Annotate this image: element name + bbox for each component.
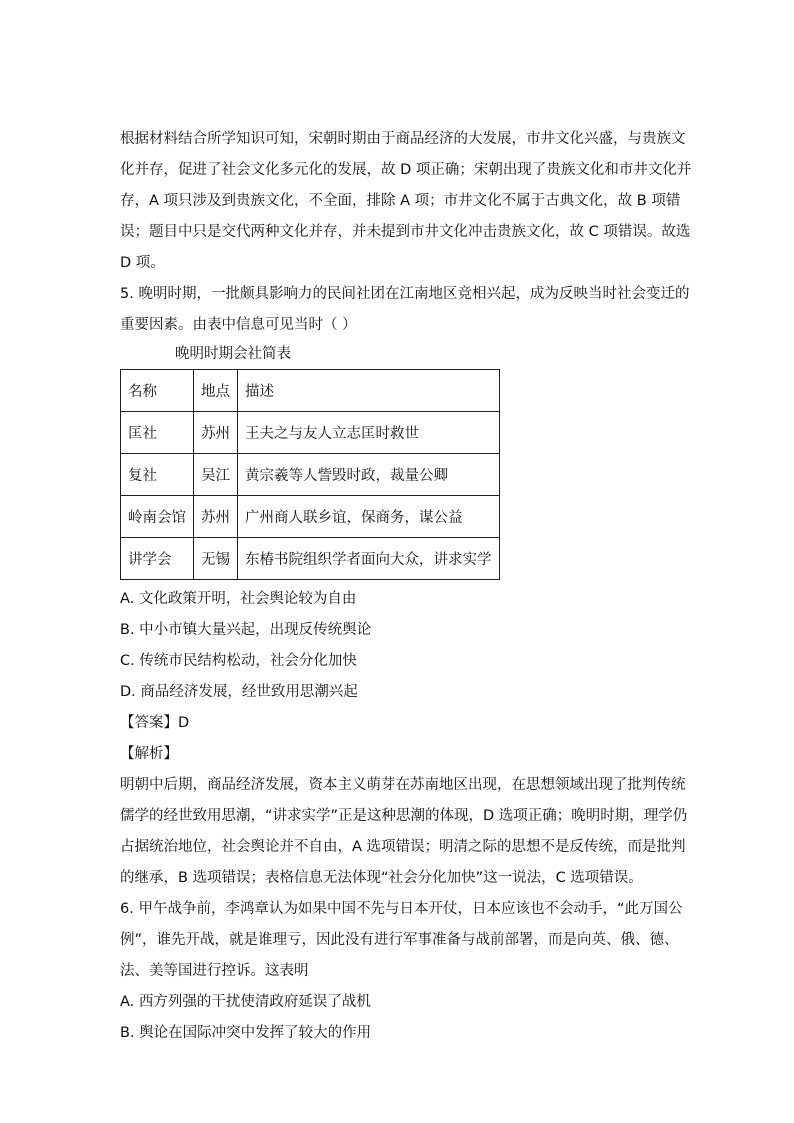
analysis-line: 占据统治地位，社会舆论并不自由，A 选项错误；明清之际的思想不是反传统，而是批判 bbox=[120, 839, 686, 855]
table-cell: 复社 bbox=[121, 454, 194, 496]
text-line: 化并存，促进了社会文化多元化的发展，故 D 项正确；宋朝出现了贵族文化和市井文化并 bbox=[120, 162, 692, 178]
option-b: B. 舆论在国际冲突中发挥了较大的作用 bbox=[120, 1025, 372, 1041]
question-stem-line: 重要因素。由表中信息可见当时（ ） bbox=[120, 317, 357, 333]
table-header-cell: 描述 bbox=[238, 370, 500, 412]
previous-analysis bbox=[120, 124, 692, 279]
option-a: A. 文化政策开明，社会舆论较为自由 bbox=[120, 591, 357, 607]
table-cell: 无锡 bbox=[194, 538, 238, 580]
table-header-cell: 名称 bbox=[121, 370, 194, 412]
question-5 bbox=[120, 279, 690, 894]
societies-table bbox=[120, 369, 500, 580]
answer-line: 【答案】D bbox=[120, 715, 190, 731]
text-line: 根据材料结合所学知识可知，宋朝时期由于商品经济的大发展，市井文化兴盛，与贵族文 bbox=[120, 131, 686, 147]
table-cell: 黄宗羲等人訾毁时政，裁量公卿 bbox=[238, 454, 500, 496]
table-cell: 吴江 bbox=[194, 454, 238, 496]
table-cell: 广州商人联乡谊，保商务，谋公益 bbox=[238, 496, 500, 538]
table-header-row bbox=[121, 370, 500, 412]
table-row bbox=[121, 412, 500, 454]
table-cell: 苏州 bbox=[194, 412, 238, 454]
question-stem-line: 法、美等国进行控诉。这表明 bbox=[120, 963, 309, 979]
text-line: 存，A 项只涉及到贵族文化，不全面，排除 A 项；市井文化不属于古典文化，故 B 项错 bbox=[120, 193, 681, 209]
table-row bbox=[121, 538, 500, 580]
analysis-label: 【解析】 bbox=[120, 746, 178, 762]
option-b: B. 中小市镇大量兴起，出现反传统舆论 bbox=[120, 622, 372, 638]
table-cell: 王夫之与友人立志匡时救世 bbox=[238, 412, 500, 454]
analysis-line: 的继承，B 选项错误；表格信息无法体现“社会分化加快”这一说法，C 选项错误。 bbox=[120, 870, 643, 886]
option-a: A. 西方列强的干扰使清政府延误了战机 bbox=[120, 994, 371, 1010]
table-cell: 讲学会 bbox=[121, 538, 194, 580]
question-6 bbox=[120, 894, 683, 1049]
document-page bbox=[120, 124, 692, 1049]
table-cell: 岭南会馆 bbox=[121, 496, 194, 538]
table-cell: 匡社 bbox=[121, 412, 194, 454]
table-title: 晚明时期会社简表 bbox=[175, 346, 291, 362]
text-line: 误；题目中只是交代两种文化并存，并未提到市井文化冲击贵族文化，故 C 项错误。故选 bbox=[120, 224, 691, 240]
analysis-line: 明朝中后期，商品经济发展，资本主义萌芽在苏南地区出现，在思想领域出现了批判传统 bbox=[120, 777, 686, 793]
table-cell: 东椿书院组织学者面向大众，讲求实学 bbox=[238, 538, 500, 580]
table-header-cell: 地点 bbox=[194, 370, 238, 412]
question-stem-line: 例”，谁先开战，就是谁理亏，因此没有进行军事准备与战前部署，而是向英、俄、德、 bbox=[120, 932, 679, 948]
table-cell: 苏州 bbox=[194, 496, 238, 538]
table-row bbox=[121, 454, 500, 496]
analysis-line: 儒学的经世致用思潮，“讲求实学”正是这种思潮的体现，D 选项正确；晚明时期，理学仍 bbox=[120, 808, 688, 824]
question-stem-line: 5. 晚明时期，一批颇具影响力的民间社团在江南地区竞相兴起，成为反映当时社会变迁的 bbox=[120, 286, 690, 302]
table-row bbox=[121, 496, 500, 538]
option-d: D. 商品经济发展，经世致用思潮兴起 bbox=[120, 684, 358, 700]
question-stem-line: 6. 甲午战争前，李鸿章认为如果中国不先与日本开仗，日本应该也不会动手，“此万国公 bbox=[120, 901, 683, 917]
text-line: D 项。 bbox=[120, 255, 165, 271]
option-c: C. 传统市民结构松动，社会分化加快 bbox=[120, 653, 357, 669]
